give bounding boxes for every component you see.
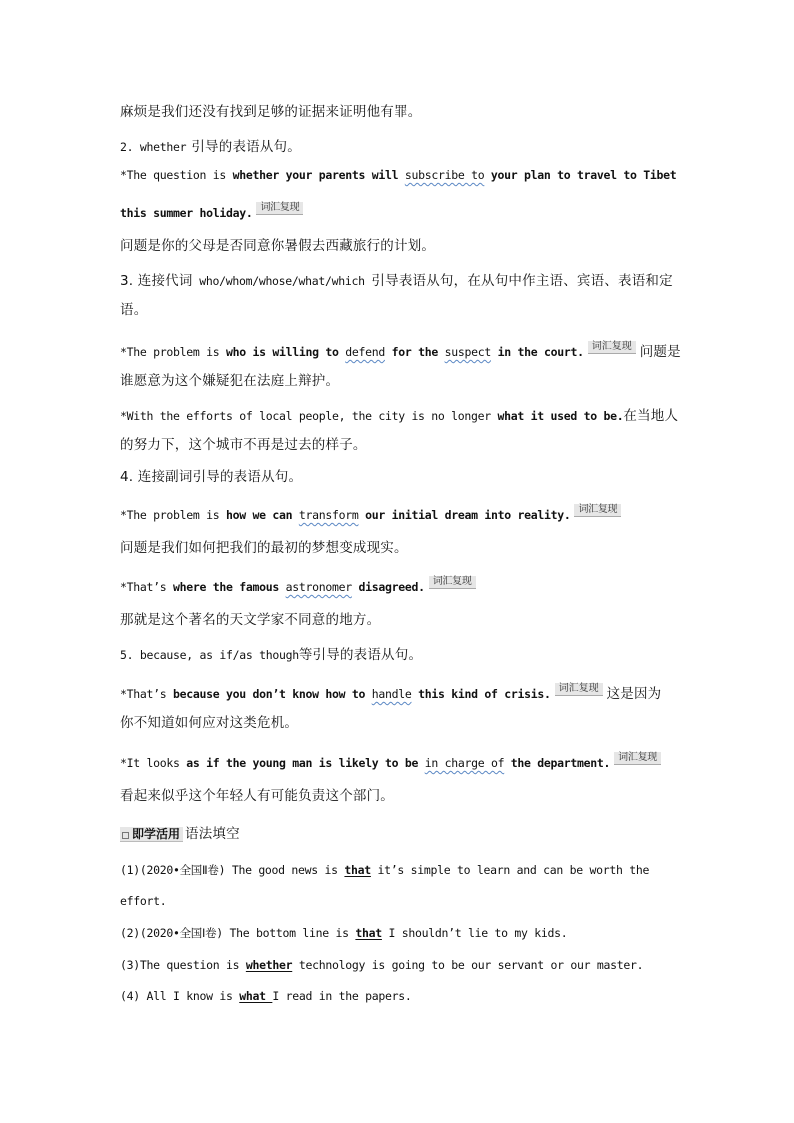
translation-3: 的努力下，这个城市不再是过去的样子。 [120, 437, 367, 453]
vocab-review-tag: 词汇复现 [256, 202, 303, 215]
exercise-2: (2)(2020•全国Ⅰ卷) The bottom line is that I shouldn’t lie to my kids. [120, 926, 568, 940]
vocab-review-tag: 词汇复现 [614, 752, 661, 765]
exercise-1-cont: effort. [120, 894, 167, 908]
translation-7: 看起来似乎这个年轻人有可能负责这个部门。 [120, 788, 394, 804]
answer-2: that [355, 926, 382, 940]
example-sentence-3: *With the efforts of local people, the city is no longer what it used to be.在当地人 [120, 408, 679, 424]
practice-label: 即学活用 [120, 827, 183, 842]
answer-1: that [344, 863, 371, 877]
heading-3: 3. 连接代词 who/whom/whose/what/which 引导表语从句，在从句中作主语、宾语、表语和定 [120, 273, 673, 289]
answer-4: what [239, 989, 273, 1003]
answer-3: whether [245, 958, 293, 972]
vocab-review-tag: 词汇复现 [555, 683, 603, 696]
heading-2: 2. whether 引导的表语从句。 [120, 139, 301, 155]
example-sentence-5: *That’s where the famous astronomer disagreed. 词汇复现 [120, 582, 480, 596]
example-sentence-1: *The question is whether your parents will subscribe to your plan to travel to Tibet [120, 168, 677, 182]
heading-5: 5. because, as if/as though等引导的表语从句。 [120, 647, 423, 663]
example-sentence-7: *It looks as if the young man is likely to be in charge of the department. 词汇复现 [120, 758, 665, 772]
example-sentence-4: *The problem is how we can transform our initial dream into reality. 词汇复现 [120, 510, 625, 524]
exercise-3: (3)The question is whether technology is going to be our servant or our master. [120, 958, 644, 972]
vocab-review-tag: 词汇复现 [574, 504, 621, 517]
translation-2: 谁愿意为这个嫌疑犯在法庭上辩护。 [120, 373, 340, 389]
heading-4: 4. 连接副词引导的表语从句。 [120, 469, 303, 485]
example-sentence-6: *That’s because you don’t know how to handle this kind of crisis. 词汇复现 这是因为 [120, 683, 662, 702]
translation-6: 你不知道如何应对这类危机。 [120, 715, 299, 731]
practice-section-header [120, 825, 240, 842]
exercise-1: (1)(2020•全国Ⅱ卷) The good news is that it’s simple to learn and can be worth the [120, 863, 650, 877]
example-sentence-2: *The problem is who is willing to defend for the suspect in the court. 词汇复现 问题是 [120, 341, 681, 360]
translation-5: 那就是这个著名的天文学家不同意的地方。 [120, 612, 381, 628]
vocab-review-tag: 词汇复现 [429, 576, 476, 589]
exercise-4: (4) All I know is what I read in the papers. [120, 989, 412, 1003]
heading-3-cont: 语。 [120, 302, 148, 318]
example-sentence-1-cont: this summer holiday. 词汇复现 [120, 208, 307, 222]
translation-1: 问题是你的父母是否同意你暑假去西藏旅行的计划。 [120, 238, 436, 254]
paragraph-line: 麻烦是我们还没有找到足够的证据来证明他有罪。 [120, 104, 422, 120]
translation-4: 问题是我们如何把我们的最初的梦想变成现实。 [120, 540, 408, 556]
vocab-review-tag: 词汇复现 [588, 341, 636, 354]
practice-title: 语法填空 [185, 826, 240, 842]
